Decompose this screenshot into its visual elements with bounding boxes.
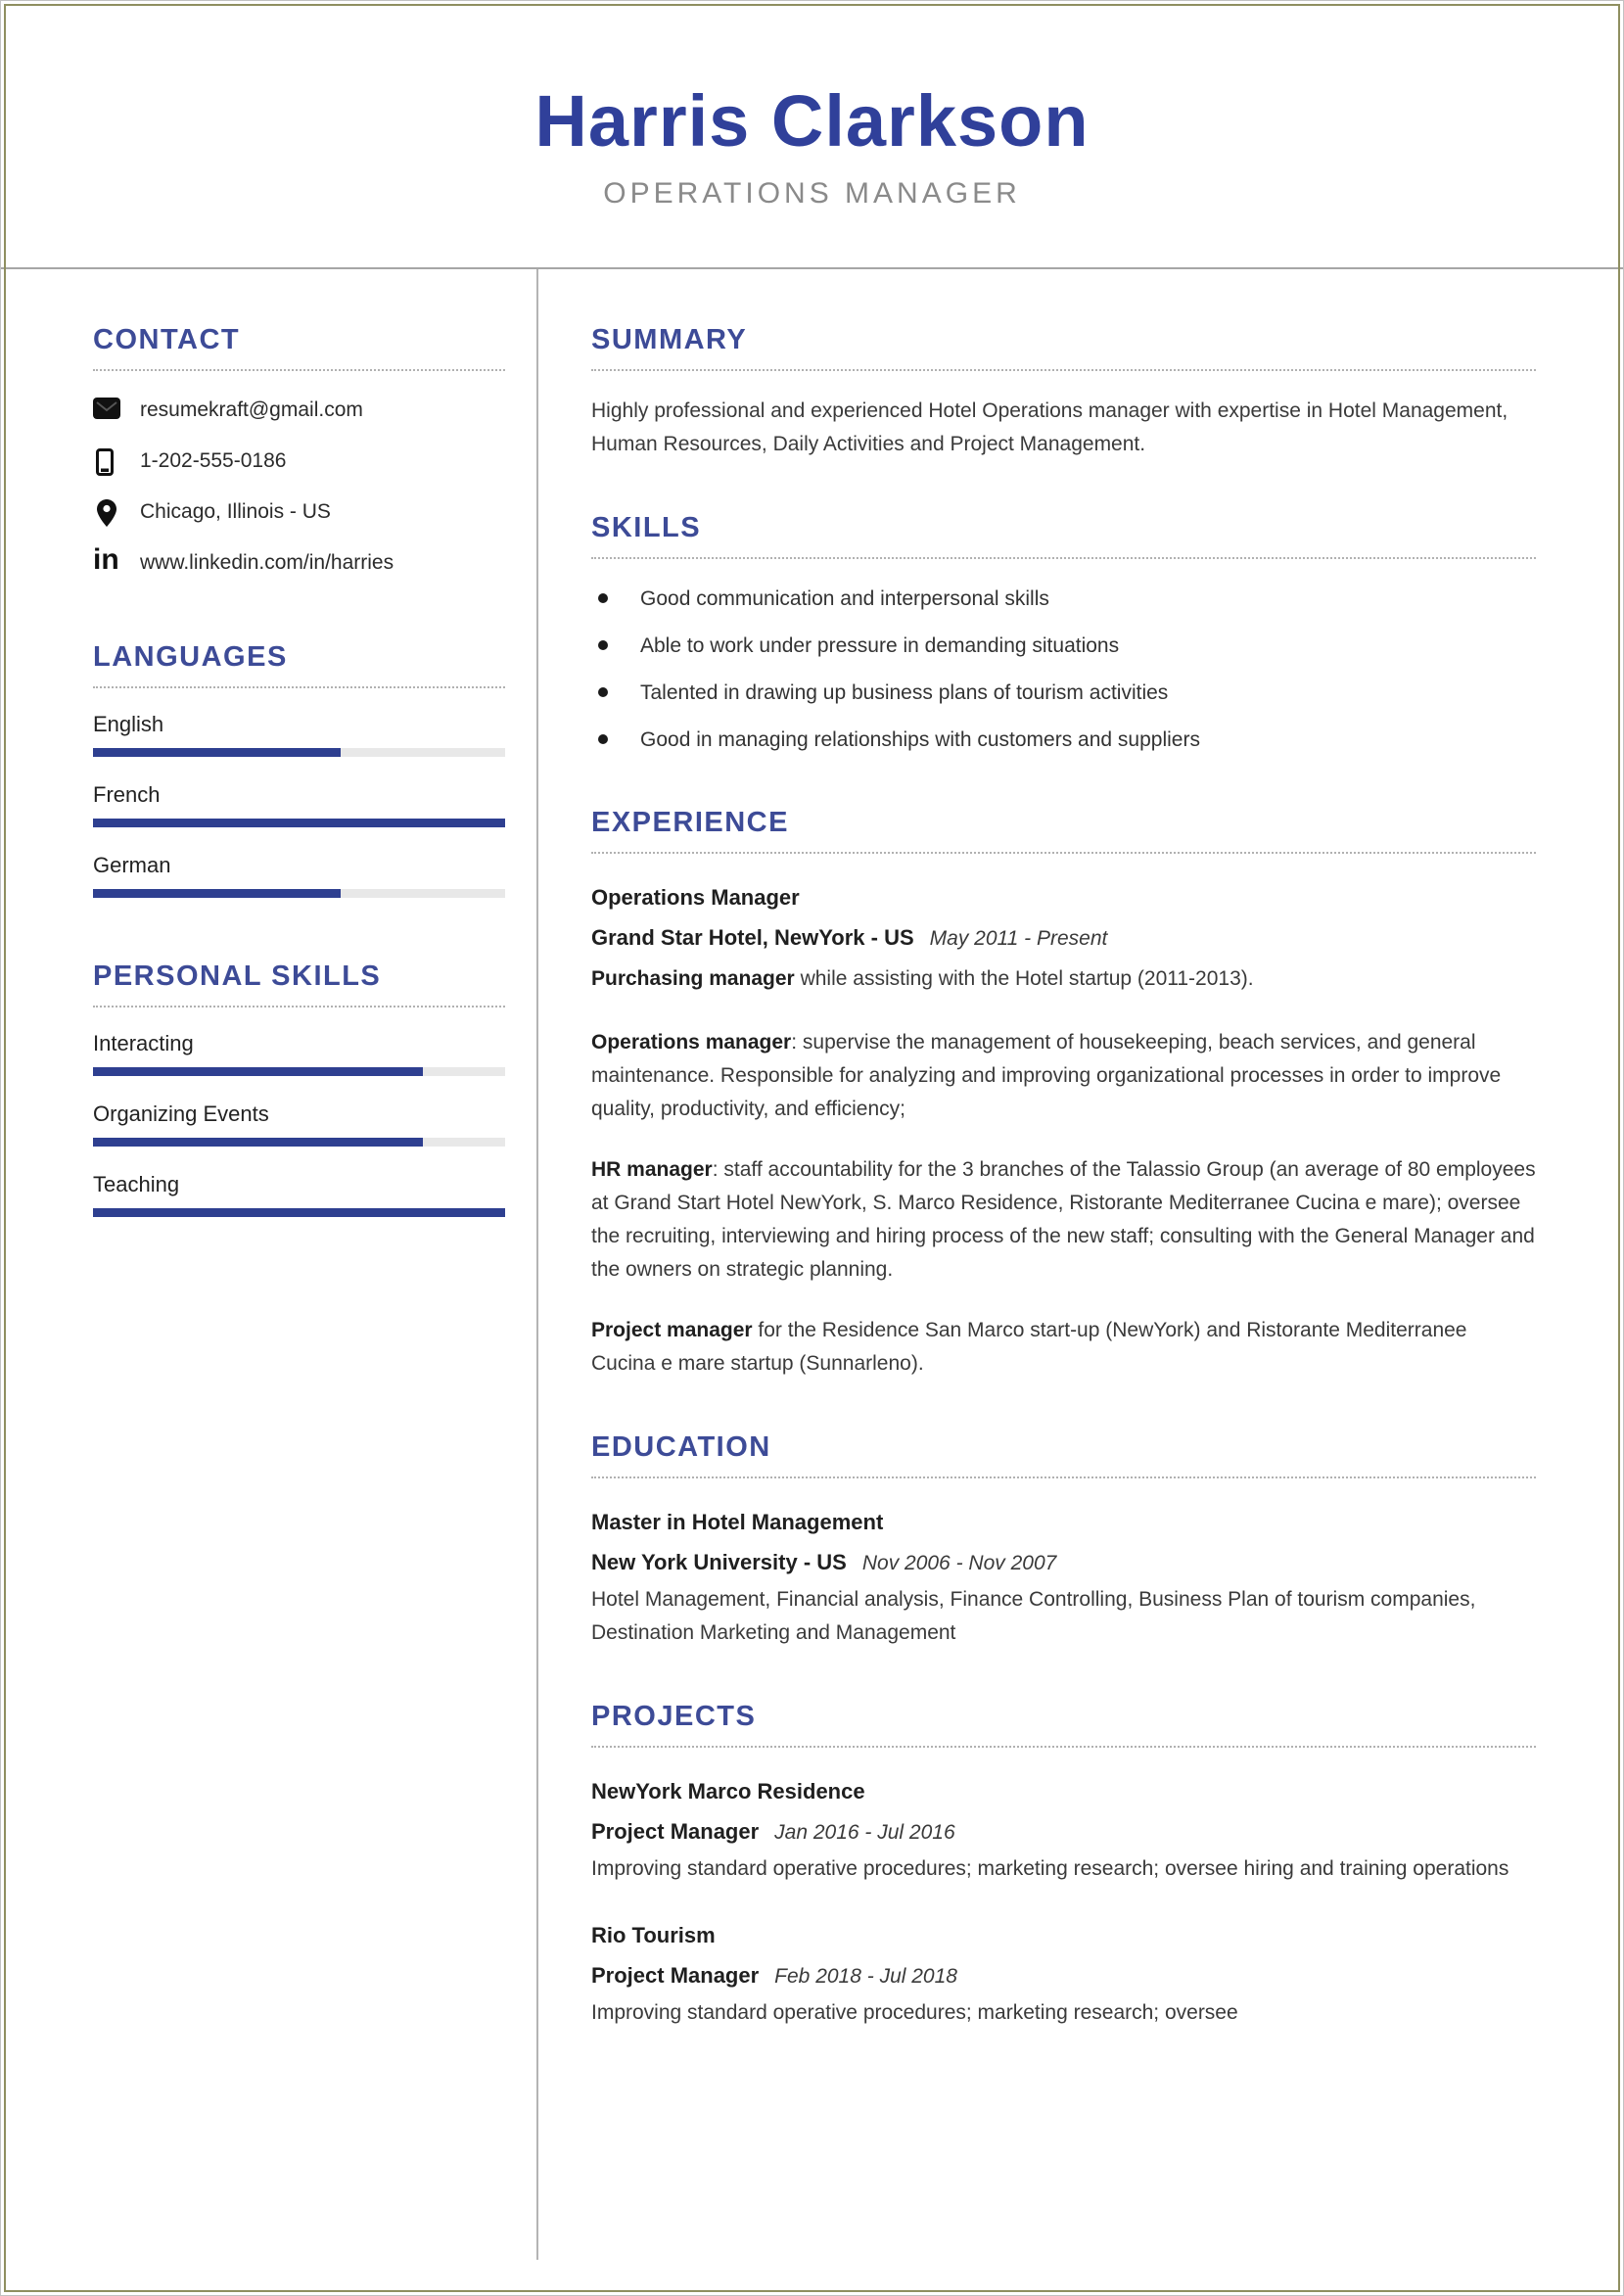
- paragraph-text: for the Residence San Marco start-up (NewYork) and Ristorante Mediterranee Cucina e mare startup (Sunnarleno).: [591, 1318, 1467, 1375]
- sidebar: [1, 269, 538, 2260]
- skill-bullet: Good in managing relationships with customers and suppliers: [591, 724, 1536, 756]
- project-name: Rio Tourism: [591, 1922, 716, 1947]
- project-role-line: [591, 1955, 1536, 1996]
- skills-heading: SKILLS: [591, 512, 1536, 559]
- experience-section: [591, 807, 1536, 1381]
- summary-section: [591, 324, 1536, 461]
- language-label: English: [93, 711, 164, 736]
- job-dates: May 2011 - Present: [929, 926, 1108, 950]
- paragraph-lead: HR manager: [591, 1157, 713, 1181]
- person-name: Harris Clarkson: [534, 80, 1090, 162]
- education-degree: Master in Hotel Management: [591, 1509, 884, 1534]
- job-intro-rest: while assisting with the Hotel startup (2011-2013).: [794, 966, 1254, 990]
- paragraph-lead: Project manager: [591, 1318, 753, 1341]
- education-section: [591, 1431, 1536, 1650]
- language-item: [93, 853, 505, 898]
- personal-skill-level-fill: [93, 1067, 423, 1076]
- summary-heading: SUMMARY: [591, 324, 1536, 371]
- paragraph-text: : staff accountability for the 3 branches of the Talassio Group (an average of 80 employees at Grand Start Hotel NewYork, S. Marco Residence, Ristorante Mediterranee Cucina e mare); oversee the recruiting, interviewing and hiring process of the new staff; consulting with the General Manager and the owners on strategic planning.: [591, 1157, 1536, 1281]
- location-icon: [93, 496, 126, 527]
- personal-skill-label: Teaching: [93, 1171, 180, 1196]
- personal-skill-item: [93, 1172, 505, 1217]
- experience-paragraph: [591, 1314, 1536, 1381]
- main-column: [538, 269, 1623, 2260]
- project-description: Improving standard operative procedures; marketing research; oversee: [591, 2000, 1238, 2024]
- personal-skill-level-fill: [93, 1138, 423, 1147]
- skills-section: [591, 512, 1536, 756]
- experience-paragraph: [591, 1026, 1536, 1126]
- personal-skills-section: [93, 961, 505, 1217]
- language-level-fill: [93, 819, 505, 827]
- education-school: New York University - US: [591, 1549, 847, 1574]
- languages-heading: LANGUAGES: [93, 641, 505, 688]
- projects-section: [591, 1701, 1536, 2030]
- contact-item-location: [93, 496, 505, 528]
- contact-item-email: [93, 395, 505, 426]
- language-item: [93, 782, 505, 827]
- personal-skill-item: [93, 1031, 505, 1076]
- project-dates: Feb 2018 - Jul 2018: [774, 1964, 957, 1988]
- job-title: Operations Manager: [591, 884, 800, 910]
- personal-skill-level-bar: [93, 1138, 505, 1147]
- contact-section: [93, 324, 505, 579]
- project-role-line: [591, 1811, 1536, 1852]
- language-item: [93, 712, 505, 757]
- header: [1, 1, 1623, 211]
- job-company-line: [591, 917, 1536, 959]
- language-level-bar: [93, 748, 505, 757]
- phone-icon: [93, 445, 126, 476]
- personal-skill-level-fill: [93, 1208, 505, 1217]
- language-label: German: [93, 852, 171, 877]
- contact-item-phone: [93, 445, 505, 477]
- project-role: Project Manager: [591, 1818, 760, 1844]
- project-name: NewYork Marco Residence: [591, 1778, 865, 1804]
- content-columns: [1, 269, 1623, 2260]
- linkedin-icon: in: [93, 542, 119, 576]
- project-description: Improving standard operative procedures; marketing research; oversee hiring and training operations: [591, 1856, 1509, 1880]
- contact-item-linkedin: [93, 542, 505, 579]
- language-level-fill: [93, 748, 341, 757]
- skill-bullet: Talented in drawing up business plans of tourism activities: [591, 677, 1536, 709]
- projects-heading: PROJECTS: [591, 1701, 1536, 1748]
- personal-skill-level-bar: [93, 1208, 505, 1217]
- language-level-bar: [93, 819, 505, 827]
- skills-list: [591, 583, 1536, 756]
- personal-skill-level-bar: [93, 1067, 505, 1076]
- contact-email-value: resumekraft@gmail.com: [140, 398, 363, 421]
- mail-icon: [93, 395, 126, 419]
- language-level-fill: [93, 889, 341, 898]
- project-item: [591, 1771, 1536, 1886]
- contact-linkedin-value: www.linkedin.com/in/harries: [140, 550, 394, 574]
- education-heading: EDUCATION: [591, 1431, 1536, 1478]
- summary-text: Highly professional and experienced Hotel Operations manager with expertise in Hotel Management, Human Resources, Daily Activities and Project Management.: [591, 398, 1508, 455]
- job-company: Grand Star Hotel, NewYork - US: [591, 924, 914, 950]
- contact-phone-value: 1-202-555-0186: [140, 448, 287, 472]
- personal-skill-label: Organizing Events: [93, 1101, 269, 1126]
- paragraph-lead: Operations manager: [591, 1030, 792, 1054]
- job-intro-bold: Purchasing manager: [591, 966, 795, 990]
- education-school-line: [591, 1542, 1536, 1583]
- project-role: Project Manager: [591, 1962, 760, 1988]
- paragraph-text: : supervise the management of housekeeping, beach services, and general maintenance. Responsible for analyzing and improving organizational processes in order to improve quality, productivity, and efficiency;: [591, 1030, 1502, 1120]
- experience-heading: EXPERIENCE: [591, 807, 1536, 854]
- project-dates: Jan 2016 - Jul 2016: [774, 1820, 955, 1844]
- personal-skill-item: [93, 1101, 505, 1147]
- education-description: Hotel Management, Financial analysis, Finance Controlling, Business Plan of tourism companies, Destination Marketing and Management: [591, 1587, 1476, 1644]
- skill-bullet: Able to work under pressure in demanding situations: [591, 630, 1536, 662]
- language-level-bar: [93, 889, 505, 898]
- languages-section: [93, 641, 505, 898]
- personal-skills-heading: PERSONAL SKILLS: [93, 961, 505, 1007]
- person-job-title: OPERATIONS MANAGER: [603, 176, 1021, 210]
- project-item: [591, 1915, 1536, 2030]
- personal-skill-label: Interacting: [93, 1030, 194, 1055]
- experience-paragraph: [591, 1153, 1536, 1287]
- skill-bullet: Good communication and interpersonal skills: [591, 583, 1536, 615]
- language-label: French: [93, 781, 161, 807]
- job-intro-line: [591, 959, 1536, 999]
- contact-heading: CONTACT: [93, 324, 505, 371]
- education-dates: Nov 2006 - Nov 2007: [861, 1551, 1057, 1574]
- contact-location-value: Chicago, Illinois - US: [140, 499, 331, 523]
